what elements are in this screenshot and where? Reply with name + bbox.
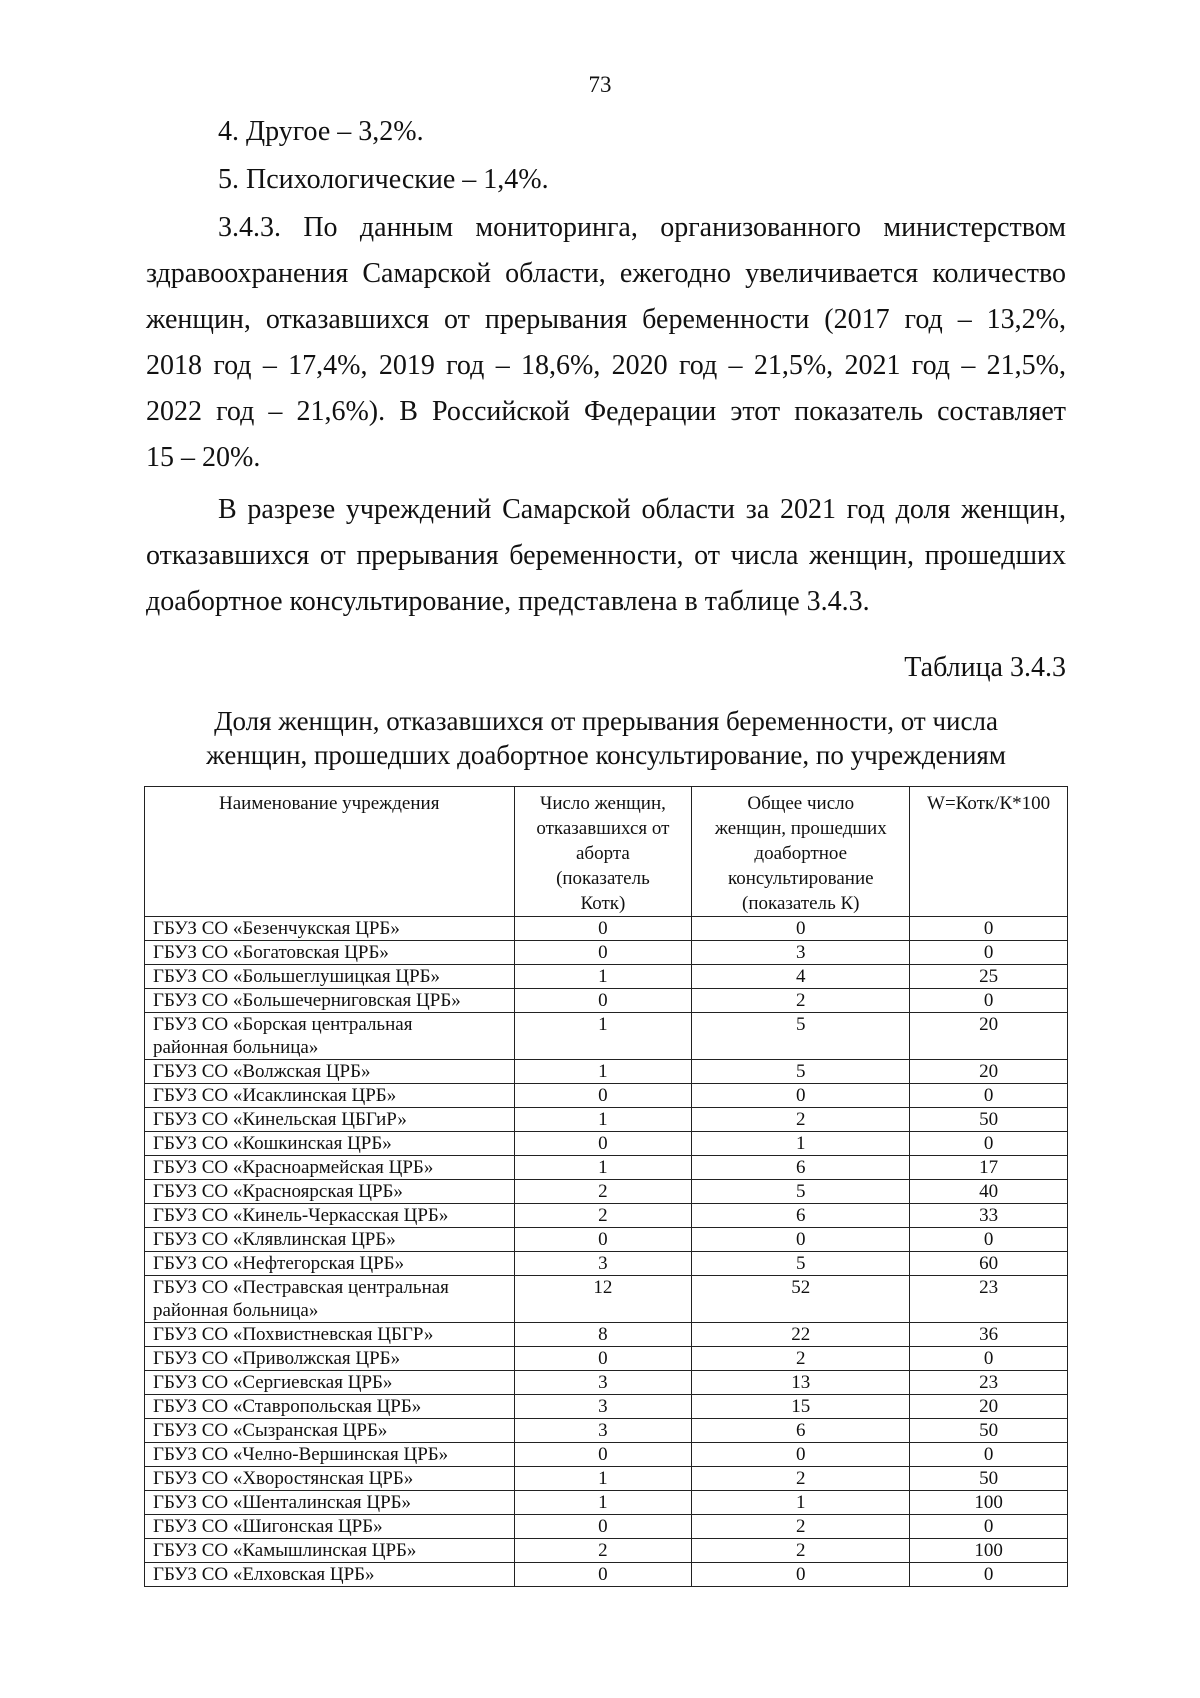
- header-line: консультирование: [727, 868, 874, 889]
- cell-line: ГБУЗ СО «Хворостянская ЦРБ»: [153, 1468, 414, 1489]
- cell-k: 1: [692, 1132, 910, 1156]
- cell-institution: [145, 965, 515, 989]
- cell-kotk: 2: [514, 1539, 692, 1563]
- cell-kotk: 3: [514, 1419, 692, 1443]
- list-item-psychological: 5. Психологические – 1,4%.: [218, 164, 549, 195]
- cell-w: 17: [910, 1156, 1068, 1180]
- cell-line: ГБУЗ СО «Сергиевская ЦРБ»: [153, 1372, 393, 1393]
- cell-kotk: 3: [514, 1395, 692, 1419]
- table-row: [145, 989, 1068, 1013]
- cell-line: ГБУЗ СО «Шенталинская ЦРБ»: [153, 1492, 412, 1513]
- cell-line: районная больница»: [153, 1037, 319, 1058]
- table-row: [145, 941, 1068, 965]
- cell-kotk: 0: [514, 1084, 692, 1108]
- cell-w: 50: [910, 1467, 1068, 1491]
- cell-line: ГБУЗ СО «Приволжская ЦРБ»: [153, 1348, 401, 1369]
- cell-w: 50: [910, 1108, 1068, 1132]
- cell-institution: [145, 1084, 515, 1108]
- table-row: [145, 1371, 1068, 1395]
- cell-institution: [145, 1563, 515, 1587]
- cell-line: районная больница»: [153, 1300, 319, 1321]
- cell-institution: [145, 1515, 515, 1539]
- table-row: [145, 1156, 1068, 1180]
- cell-line: ГБУЗ СО «Кинель-Черкасская ЦРБ»: [153, 1205, 449, 1226]
- cell-w: 0: [910, 1228, 1068, 1252]
- cell-k: 13: [692, 1371, 910, 1395]
- cell-w: 25: [910, 965, 1068, 989]
- cell-institution: [145, 1060, 515, 1084]
- cell-k: 0: [692, 1228, 910, 1252]
- cell-w: 20: [910, 1013, 1068, 1060]
- cell-kotk: 1: [514, 965, 692, 989]
- data-table: [144, 786, 1068, 1587]
- cell-w: 60: [910, 1252, 1068, 1276]
- cell-kotk: 3: [514, 1371, 692, 1395]
- cell-k: 2: [692, 989, 910, 1013]
- cell-line: ГБУЗ СО «Большеглушицкая ЦРБ»: [153, 966, 441, 987]
- cell-line: ГБУЗ СО «Красноярская ЦРБ»: [153, 1181, 403, 1202]
- cell-k: 2: [692, 1467, 910, 1491]
- cell-k: 2: [692, 1108, 910, 1132]
- cell-w: 0: [910, 1084, 1068, 1108]
- cell-k: 1: [692, 1491, 910, 1515]
- cell-w: 0: [910, 917, 1068, 941]
- header-institution: [145, 787, 515, 917]
- cell-institution: [145, 1108, 515, 1132]
- header-k: [692, 787, 910, 917]
- table-body: [145, 917, 1068, 1587]
- cell-line: ГБУЗ СО «Похвистневская ЦБГР»: [153, 1324, 434, 1345]
- cell-k: 2: [692, 1515, 910, 1539]
- paragraph-line: В разрезе учреждений Самарской области за 2021 год доля женщин,: [218, 494, 1066, 525]
- cell-line: ГБУЗ СО «Борская центральная: [153, 1014, 413, 1035]
- cell-w: 0: [910, 1132, 1068, 1156]
- header-line: Число женщин,: [539, 793, 666, 814]
- cell-k: 0: [692, 917, 910, 941]
- list-item-other: 4. Другое – 3,2%.: [218, 116, 424, 147]
- paragraph-line: 2018 год – 17,4%, 2019 год – 18,6%, 2020 год – 21,5%, 2021 год – 21,5%,: [146, 350, 1066, 381]
- cell-w: 0: [910, 1347, 1068, 1371]
- cell-institution: [145, 1419, 515, 1443]
- table-row: [145, 1084, 1068, 1108]
- cell-kotk: 12: [514, 1276, 692, 1323]
- cell-institution: [145, 1395, 515, 1419]
- cell-k: 52: [692, 1276, 910, 1323]
- header-line: Наименование учреждения: [219, 793, 440, 814]
- cell-w: 0: [910, 1563, 1068, 1587]
- cell-w: 33: [910, 1204, 1068, 1228]
- table-row: [145, 1419, 1068, 1443]
- paragraph-line: 15 – 20%.: [146, 442, 261, 473]
- table-header: [145, 787, 1068, 917]
- cell-line: ГБУЗ СО «Волжская ЦРБ»: [153, 1061, 371, 1082]
- cell-w: 23: [910, 1276, 1068, 1323]
- table-row: [145, 1395, 1068, 1419]
- cell-institution: [145, 1443, 515, 1467]
- cell-k: 22: [692, 1323, 910, 1347]
- cell-line: ГБУЗ СО «Нефтегорская ЦРБ»: [153, 1253, 405, 1274]
- table-row: [145, 965, 1068, 989]
- cell-kotk: 1: [514, 1467, 692, 1491]
- cell-institution: [145, 1491, 515, 1515]
- cell-k: 15: [692, 1395, 910, 1419]
- cell-line: ГБУЗ СО «Безенчукская ЦРБ»: [153, 918, 400, 939]
- cell-k: 0: [692, 1084, 910, 1108]
- table-row: [145, 1323, 1068, 1347]
- table-row: [145, 1252, 1068, 1276]
- cell-institution: [145, 1204, 515, 1228]
- header-line: женщин, прошедших: [714, 818, 887, 839]
- paragraph-line: доабортное консультирование, представлена в таблице 3.4.3.: [146, 586, 870, 617]
- cell-k: 6: [692, 1156, 910, 1180]
- table-row: [145, 1347, 1068, 1371]
- cell-kotk: 0: [514, 989, 692, 1013]
- cell-line: ГБУЗ СО «Богатовская ЦРБ»: [153, 942, 389, 963]
- cell-kotk: 0: [514, 1228, 692, 1252]
- paragraph-line: 3.4.3. По данным мониторинга, организованного министерством: [218, 212, 1066, 243]
- header-line: (показатель К): [742, 893, 860, 914]
- paragraph-line: здравоохранения Самарской области, ежегодно увеличивается количество: [146, 258, 1066, 289]
- table-title-line: женщин, прошедших доабортное консультирование, по учреждениям: [206, 740, 1006, 770]
- cell-institution: [145, 1539, 515, 1563]
- cell-kotk: 0: [514, 1443, 692, 1467]
- paragraph-line: женщин, отказавшихся от прерывания беременности (2017 год – 13,2%,: [146, 304, 1066, 335]
- table-row: [145, 1443, 1068, 1467]
- cell-institution: [145, 1180, 515, 1204]
- cell-k: 4: [692, 965, 910, 989]
- cell-k: 5: [692, 1060, 910, 1084]
- cell-line: ГБУЗ СО «Кошкинская ЦРБ»: [153, 1133, 392, 1154]
- cell-institution: [145, 1132, 515, 1156]
- cell-w: 50: [910, 1419, 1068, 1443]
- cell-line: ГБУЗ СО «Камышлинская ЦРБ»: [153, 1540, 417, 1561]
- header-line: Общее число: [747, 793, 855, 814]
- cell-line: ГБУЗ СО «Клявлинская ЦРБ»: [153, 1229, 396, 1250]
- table-row: [145, 1515, 1068, 1539]
- cell-institution: [145, 989, 515, 1013]
- header-line: доабортное: [754, 843, 848, 864]
- cell-kotk: 2: [514, 1204, 692, 1228]
- cell-w: 23: [910, 1371, 1068, 1395]
- cell-institution: [145, 1347, 515, 1371]
- cell-w: 0: [910, 989, 1068, 1013]
- table-row: [145, 917, 1068, 941]
- cell-kotk: 0: [514, 1347, 692, 1371]
- table-row: [145, 1180, 1068, 1204]
- cell-institution: [145, 1323, 515, 1347]
- table-label: Таблица 3.4.3: [904, 652, 1066, 683]
- cell-line: ГБУЗ СО «Пестравская центральная: [153, 1277, 449, 1298]
- table-title-line: Доля женщин, отказавшихся от прерывания беременности, от числа: [214, 706, 998, 736]
- page-number: 73: [588, 72, 612, 97]
- cell-k: 3: [692, 941, 910, 965]
- cell-kotk: 0: [514, 1563, 692, 1587]
- cell-k: 2: [692, 1347, 910, 1371]
- cell-k: 5: [692, 1252, 910, 1276]
- cell-w: 20: [910, 1060, 1068, 1084]
- cell-institution: [145, 1252, 515, 1276]
- cell-kotk: 0: [514, 941, 692, 965]
- cell-line: ГБУЗ СО «Исаклинская ЦРБ»: [153, 1085, 397, 1106]
- cell-institution: [145, 1467, 515, 1491]
- table-title: [146, 704, 1066, 772]
- table-row: [145, 1108, 1068, 1132]
- cell-k: 0: [692, 1443, 910, 1467]
- cell-kotk: 0: [514, 917, 692, 941]
- table-row: [145, 1491, 1068, 1515]
- cell-w: 20: [910, 1395, 1068, 1419]
- cell-w: 36: [910, 1323, 1068, 1347]
- header-line: Котк): [580, 893, 626, 914]
- header-kotk: [514, 787, 692, 917]
- table-row: [145, 1276, 1068, 1323]
- header-line: отказавшихся от: [536, 818, 670, 839]
- table-row: [145, 1132, 1068, 1156]
- cell-line: ГБУЗ СО «Шигонская ЦРБ»: [153, 1516, 383, 1537]
- table-row: [145, 1539, 1068, 1563]
- cell-kotk: 1: [514, 1013, 692, 1060]
- cell-line: ГБУЗ СО «Ставропольская ЦРБ»: [153, 1396, 422, 1417]
- table-row: [145, 1228, 1068, 1252]
- header-row: [145, 787, 1068, 917]
- cell-kotk: 8: [514, 1323, 692, 1347]
- cell-k: 6: [692, 1204, 910, 1228]
- cell-w: 100: [910, 1539, 1068, 1563]
- cell-institution: [145, 917, 515, 941]
- cell-line: ГБУЗ СО «Большечерниговская ЦРБ»: [153, 990, 461, 1011]
- header-line: (показатель: [556, 868, 650, 889]
- header-line: аборта: [576, 843, 630, 864]
- cell-w: 40: [910, 1180, 1068, 1204]
- cell-w: 100: [910, 1491, 1068, 1515]
- paragraph-line: 2022 год – 21,6%). В Российской Федерации этот показатель составляет: [146, 396, 1066, 427]
- cell-w: 0: [910, 1443, 1068, 1467]
- cell-kotk: 1: [514, 1108, 692, 1132]
- cell-institution: [145, 941, 515, 965]
- cell-kotk: 2: [514, 1180, 692, 1204]
- table-row: [145, 1060, 1068, 1084]
- table-row: [145, 1013, 1068, 1060]
- cell-kotk: 1: [514, 1491, 692, 1515]
- cell-w: 0: [910, 941, 1068, 965]
- cell-kotk: 1: [514, 1156, 692, 1180]
- table-row: [145, 1563, 1068, 1587]
- cell-kotk: 3: [514, 1252, 692, 1276]
- header-w: [910, 787, 1068, 917]
- cell-line: ГБУЗ СО «Красноармейская ЦРБ»: [153, 1157, 434, 1178]
- cell-institution: [145, 1276, 515, 1323]
- cell-kotk: 0: [514, 1515, 692, 1539]
- cell-kotk: 1: [514, 1060, 692, 1084]
- cell-line: ГБУЗ СО «Елховская ЦРБ»: [153, 1564, 375, 1585]
- header-line: W=Котк/К*100: [927, 793, 1051, 814]
- table-row: [145, 1467, 1068, 1491]
- cell-line: ГБУЗ СО «Челно-Вершинская ЦРБ»: [153, 1444, 449, 1465]
- cell-w: 0: [910, 1515, 1068, 1539]
- cell-institution: [145, 1371, 515, 1395]
- table-row: [145, 1204, 1068, 1228]
- cell-k: 0: [692, 1563, 910, 1587]
- cell-k: 5: [692, 1013, 910, 1060]
- cell-k: 6: [692, 1419, 910, 1443]
- cell-line: ГБУЗ СО «Кинельская ЦБГиР»: [153, 1109, 407, 1130]
- cell-institution: [145, 1013, 515, 1060]
- cell-k: 2: [692, 1539, 910, 1563]
- cell-institution: [145, 1228, 515, 1252]
- paragraph-line: отказавшихся от прерывания беременности, от числа женщин, прошедших: [146, 540, 1066, 571]
- cell-k: 5: [692, 1180, 910, 1204]
- cell-kotk: 0: [514, 1132, 692, 1156]
- cell-institution: [145, 1156, 515, 1180]
- cell-line: ГБУЗ СО «Сызранская ЦРБ»: [153, 1420, 388, 1441]
